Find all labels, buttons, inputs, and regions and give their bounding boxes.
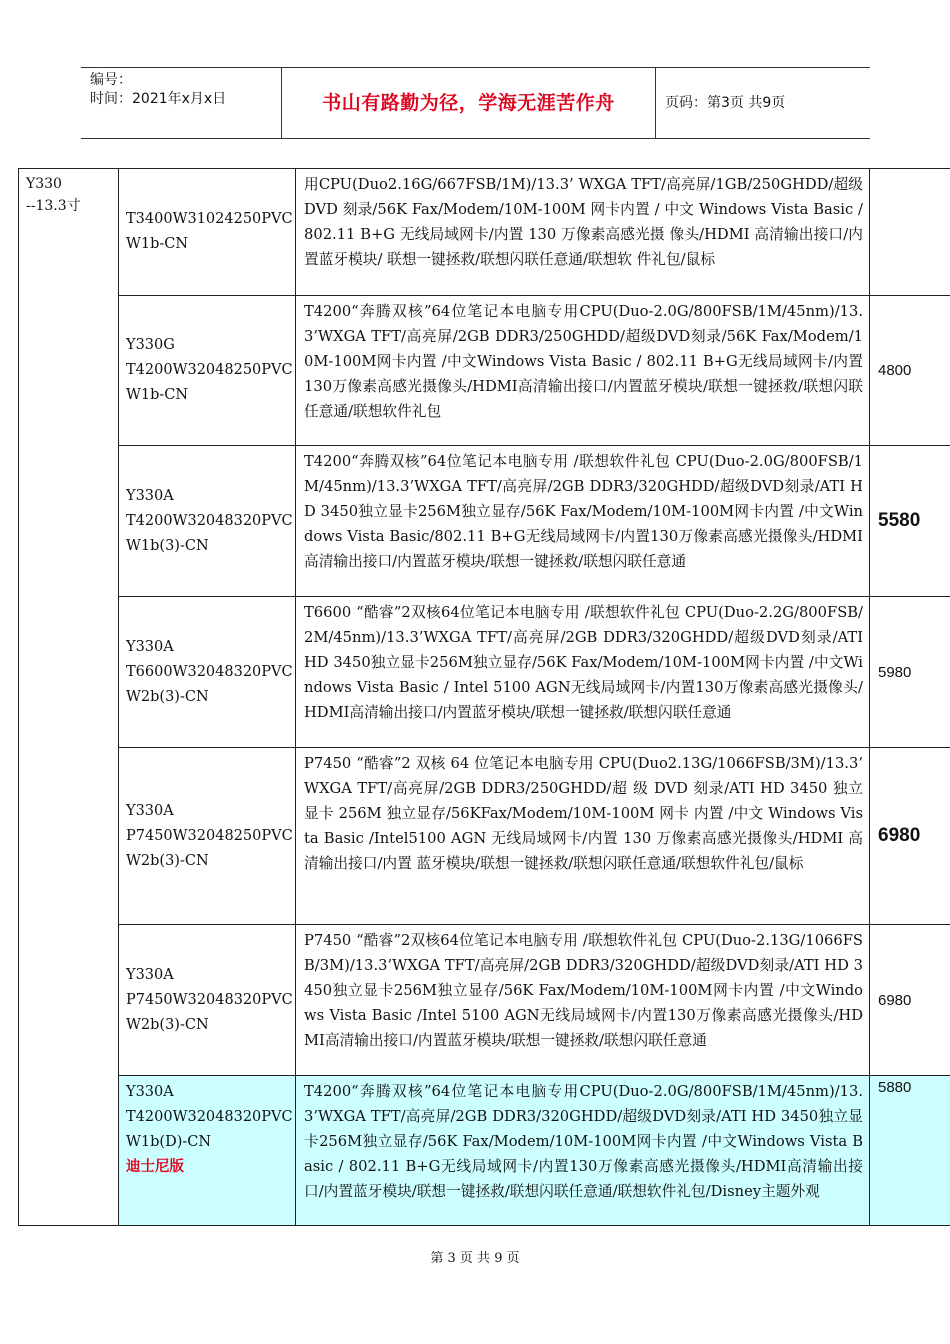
table-row [19,748,950,925]
model-cell [119,925,296,1076]
model-line: T4200W32048250PVC [126,362,293,378]
product-spec-table [18,168,950,1226]
description-cell: T4200“奔腾双核”64位笔记本电脑专用 /联想软件礼包 CPU(Duo-2.0G/800FSB/1M/45nm)/13.3’WXGA TFT/高亮屏/2GB DDR3/320GHDD/超级DVD刻录/ATI HD 3450独立显卡256M独立显存/56K Fax/Modem/10M-100M网卡内置 /中文Windows Vista Basic/802.11 B+G无线局域网卡/内置130万像素高感光摄像头/HDMI高清输出接口/内置蓝牙模块/联想一键拯救/联想闪联任意通 [296,446,870,597]
price-cell: 5880 [870,1076,950,1226]
edition-label: 迪士尼版 [126,1159,184,1175]
price-cell: 4800 [870,296,950,446]
table-row [19,597,950,748]
model-line: Y330A [126,1084,174,1100]
model-line: T3400W31024250PVC [126,211,293,227]
model-line: W2b(3)-CN [126,688,209,705]
time-label: 时间：2021年x月x日 [90,91,227,107]
description-cell: T4200“奔腾双核”64位笔记本电脑专用CPU(Duo-2.0G/800FSB/1M/45nm)/13.3’WXGA TFT/高亮屏/2GB DDR3/250GHDD/超级DVD刻录/56K Fax/Modem/10M-100M网卡内置 /中文Windows Vista Basic / 802.11 B+G无线局域网卡/内置130万像素高感光摄像头/HDMI高清输出接口/内置蓝牙模块/联想一键拯救/联想闪联任意通/联想软件礼包 [296,296,870,446]
model-cell [119,597,296,748]
price-cell [870,169,950,296]
model-line: Y330A [126,487,174,504]
model-line: T4200W32048320PVC [126,512,293,529]
description-cell: T6600 “酷睿”2双核64位笔记本电脑专用 /联想软件礼包 CPU(Duo-2.2G/800FSB/2M/45nm)/13.3’WXGA TFT/高亮屏/2GB DDR3/320GHDD/超级DVD刻录/ATI HD 3450独立显卡256M独立显存/56K Fax/Modem/10M-100M网卡内置 /中文Windows Vista Basic / Intel 5100 AGN无线局域网卡/内置130万像素高感光摄像头/HDMI高清输出接口/内置蓝牙模块/联想一键拯救/联想闪联任意通 [296,597,870,748]
model-line: W1b-CN [126,387,189,403]
model-line: Y330G [126,337,175,353]
series-cell [19,169,119,1226]
model-line: T6600W32048320PVC [126,663,293,680]
model-cell [119,748,296,925]
model-line: P7450W32048250PVC [126,827,293,844]
price-cell: 6980 [870,748,950,925]
series-size: --13.3寸 [26,198,81,214]
price-cell: 5980 [870,597,950,748]
table-row [19,169,950,296]
serial-label: 编号： [90,72,132,88]
model-cell [119,296,296,446]
page-header [81,67,870,139]
price-cell: 6980 [870,925,950,1076]
model-line: W1b(D)-CN [126,1134,212,1150]
series-name: Y330 [26,176,62,192]
model-cell [119,1076,296,1226]
model-line: W1b-CN [126,236,189,252]
header-page-info: 页码：第3页 共9页 [665,95,786,111]
table-row [19,446,950,597]
model-line: W1b(3)-CN [126,537,209,554]
table-row [19,925,950,1076]
page-footer: 第 3 页 共 9 页 [430,1251,520,1266]
description-cell: P7450 “酷睿”2 双核 64 位笔记本电脑专用 CPU(Duo2.13G/1066FSB/3M)/13.3’ WXGA TFT/高亮屏/2GB DDR3/250GHDD/超 级 DVD 刻录/ATI HD 3450 独立显卡 256M 独立显存/56KFax/Modem/10M-100M 网卡 内置 /中文 Windows Vista Basic /Intel5100 AGN 无线局域网卡/内置 130 万像素高感光摄像头/HDMI 高清输出接口/内置 蓝牙模块/联想一键拯救/联想闪联任意通/联想软件礼包/鼠标 [296,748,870,925]
table-row [19,296,950,446]
model-line: P7450W32048320PVC [126,991,293,1008]
model-cell [119,169,296,296]
description-cell: T4200“奔腾双核”64位笔记本电脑专用CPU(Duo-2.0G/800FSB/1M/45nm)/13.3’WXGA TFT/高亮屏/2GB DDR3/320GHDD/超级DVD刻录/ATI HD 3450独立显卡256M独立显存/56K Fax/Modem/10M-100M网卡内置 /中文Windows Vista Basic / 802.11 B+G无线局域网卡/内置130万像素高感光摄像头/HDMI高清输出接口/内置蓝牙模块/联想一键拯救/联想闪联任意通/联想软件礼包/Disney主题外观 [296,1076,870,1226]
model-line: Y330A [126,802,174,819]
price-cell: 5580 [870,446,950,597]
model-line: W2b(3)-CN [126,852,209,869]
description-cell: 用CPU(Duo2.16G/667FSB/1M)/13.3’ WXGA TFT/高亮屏/1GB/250GHDD/超级 DVD 刻录/56K Fax/Modem/10M-100M 网卡内置 / 中文 Windows Vista Basic / 802.11 B+G 无线局域网卡/内置 130 万像素高感光摄 像头/HDMI 高清输出接口/内置蓝牙模块/ 联想一键拯救/联想闪联任意通/联想软 件礼包/鼠标 [296,169,870,296]
model-line: W2b(3)-CN [126,1016,209,1033]
model-line: Y330A [126,638,174,655]
header-motto: 书山有路勤为径，学海无涯苦作舟 [282,68,656,138]
description-cell: P7450 “酷睿”2双核64位笔记本电脑专用 /联想软件礼包 CPU(Duo-2.13G/1066FSB/3M)/13.3’WXGA TFT/高亮屏/2GB DDR3/320GHDD/超级DVD刻录/ATI HD 3450独立显卡256M独立显存/56K Fax/Modem/10M-100M网卡内置 /中文Windows Vista Basic /Intel 5100 AGN无线局域网卡/内置130万像素高感光摄像头/HDMI高清输出接口/内置蓝牙模块/联想一键拯救/联想闪联任意通 [296,925,870,1076]
model-cell [119,446,296,597]
model-line: Y330A [126,966,174,983]
table-row-highlighted [19,1076,950,1226]
model-line: T4200W32048320PVC [126,1109,293,1125]
header-meta [81,68,282,138]
